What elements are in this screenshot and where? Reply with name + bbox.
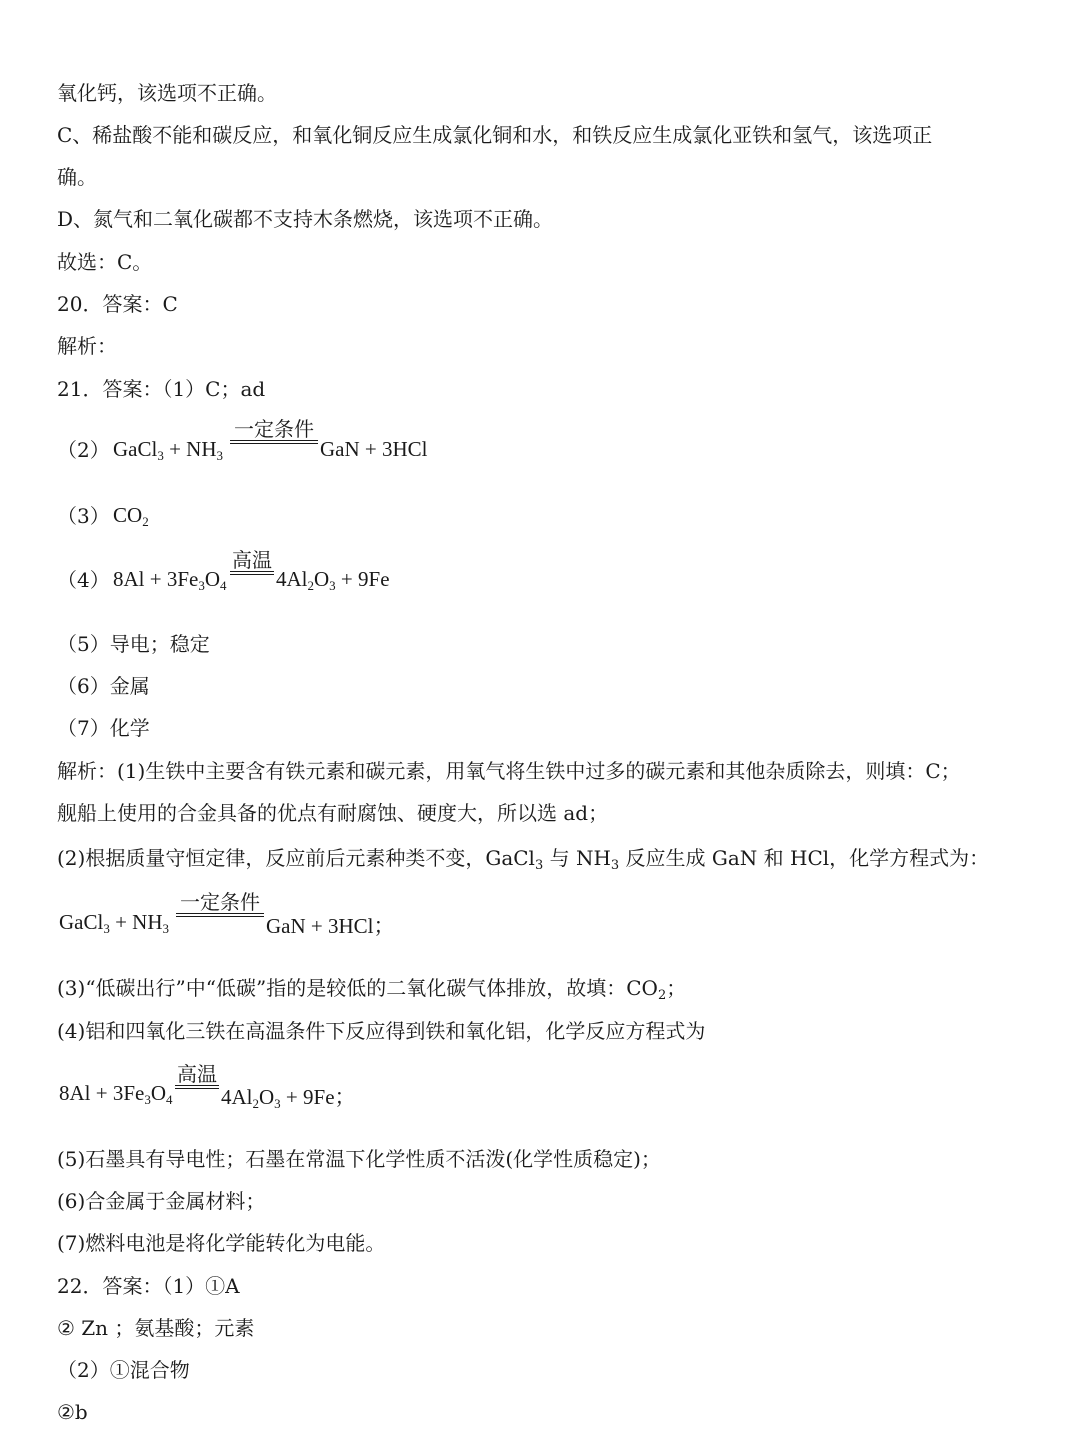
answer-21-6: （6）金属: [57, 674, 150, 698]
analysis-equation-gan-reactants: GaCl$_3$ + $NH_3$: [59, 910, 170, 936]
reaction-condition-arrow: 一定条件: [230, 418, 318, 444]
reaction-condition-arrow: 一定条件: [176, 891, 264, 917]
answer-21-4-label: （4）: [57, 568, 110, 592]
text-line: C、稀盐酸不能和碳反应，和氧化铜反应生成氯化铜和水，和铁反应生成氯化亚铁和氢气，该选项正: [57, 123, 933, 147]
answer-22-line2: ② Zn ；氨基酸；元素: [57, 1316, 255, 1340]
equation-gan-reactants: GaCl$_3$ + $NH_3$: [113, 437, 224, 463]
analysis-equation-gan-products: GaN + 3HCl；: [266, 914, 395, 938]
text-line: D、氮气和二氧化碳都不支持木条燃烧，该选项不正确。: [57, 207, 554, 231]
text-line: 解析：: [57, 334, 117, 358]
answer-22-line3: （2）①混合物: [57, 1358, 190, 1382]
answer-21: 21．答案：（1）C；ad: [57, 377, 266, 401]
analysis-5: (5)石墨具有导电性；石墨在常温下化学性质不活泼(化学性质稳定)；: [57, 1147, 661, 1171]
equation-thermite-reactants: $8Al + 3Fe_3O_4$: [113, 567, 227, 593]
equation-thermite-products: $4Al_2O_3 + 9Fe$: [276, 567, 390, 593]
answer-22: 22．答案：（1）①A: [57, 1274, 240, 1298]
answer-21-2-label: （2）: [57, 438, 110, 462]
text-line: 故选：C。: [57, 250, 153, 274]
equation-gan-products: GaN + 3HCl: [320, 437, 428, 461]
reaction-condition-arrow: 高温: [230, 549, 274, 575]
analysis-equation-thermite-reactants: $8Al + 3Fe_3O_4$: [59, 1081, 173, 1107]
text-line: 确。: [57, 165, 97, 189]
answer-21-5: （5）导电；稳定: [57, 632, 210, 656]
analysis-4: (4)铝和四氧化三铁在高温条件下反应得到铁和氧化铝，化学反应方程式为: [57, 1019, 706, 1043]
answer-22-line4: ②b: [57, 1400, 88, 1424]
analysis-6: (6)合金属于金属材料；: [57, 1189, 266, 1213]
analysis-3: (3)“低碳出行”中“低碳”指的是较低的二氧化碳气体排放，故填：$CO_2$；: [57, 976, 687, 1003]
answer-21-7: （7）化学: [57, 716, 150, 740]
co2-formula: $CO_2$: [113, 503, 149, 529]
answer-21-3-label: （3）: [57, 504, 110, 528]
analysis-1b: 舰船上使用的合金具备的优点有耐腐蚀、硬度大，所以选 ad；: [57, 801, 609, 825]
analysis-equation-thermite-products: $4Al_2O_3 + 9Fe$；: [221, 1085, 356, 1111]
analysis-1a: 解析：(1)生铁中主要含有铁元素和碳元素，用氧气将生铁中过多的碳元素和其他杂质除去，则填：C；: [57, 759, 961, 783]
answer-20: 20．答案：C: [57, 292, 178, 316]
analysis-2: (2)根据质量守恒定律，反应前后元素种类不变，GaCl$_3$ 与 $NH_3$ 反应生成 GaN 和 HCl，化学方程式为：: [57, 846, 990, 873]
reaction-condition-arrow: 高温: [175, 1063, 219, 1089]
text-line: 氧化钙，该选项不正确。: [57, 81, 277, 105]
analysis-7: (7)燃料电池是将化学能转化为电能。: [57, 1231, 386, 1255]
